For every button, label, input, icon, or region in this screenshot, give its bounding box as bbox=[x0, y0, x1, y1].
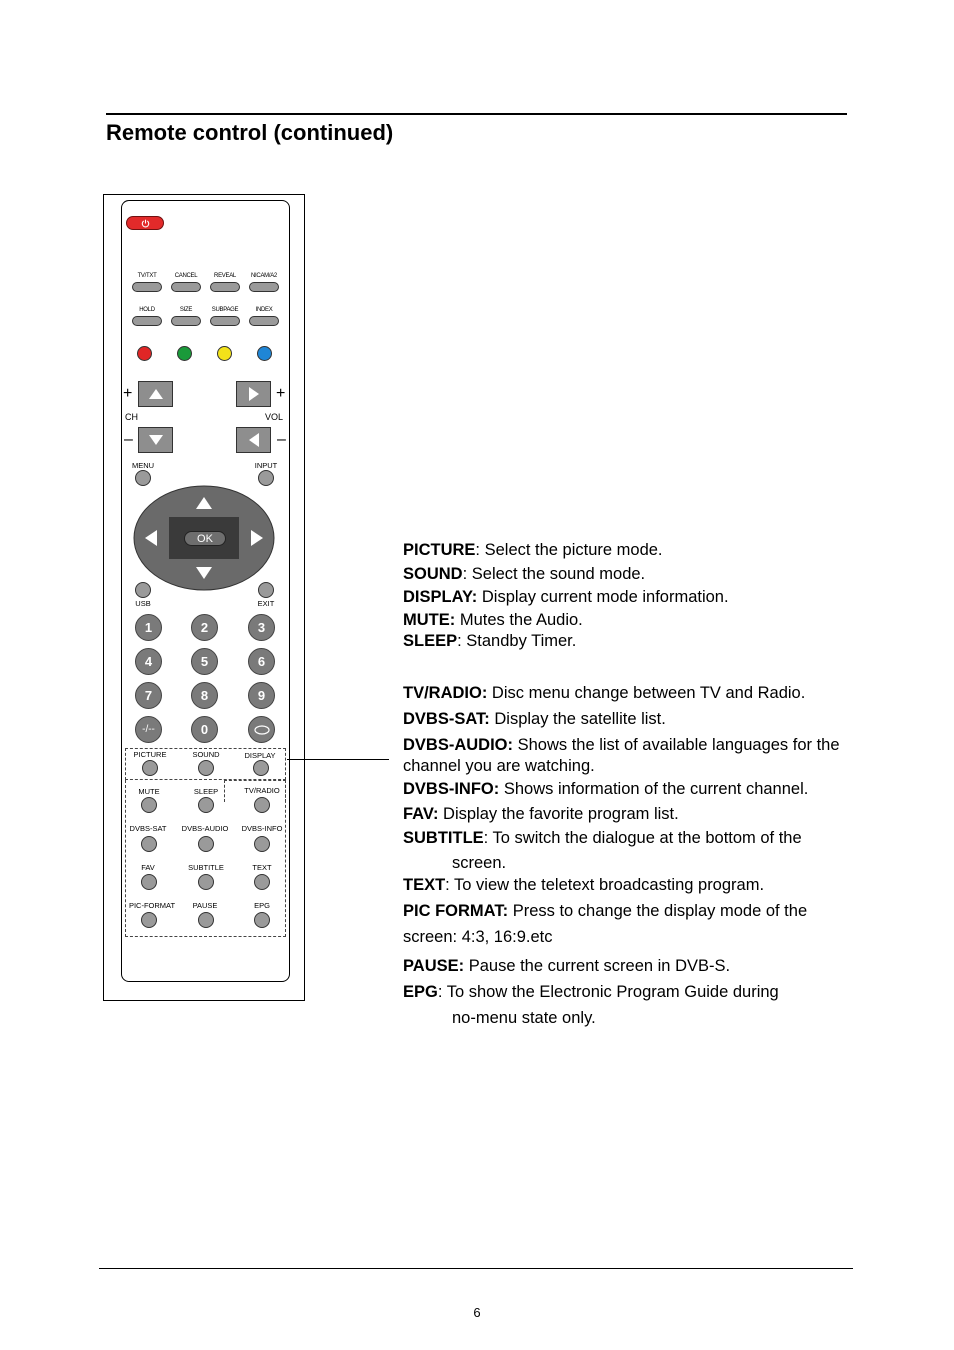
menu-label: MENU bbox=[131, 461, 155, 470]
desc-text: Mutes the Audio. bbox=[455, 611, 583, 629]
desc-picture bbox=[403, 540, 663, 560]
tvradio-label: TV/RADIO bbox=[244, 786, 280, 795]
desc-text: : To show the Electronic Program Guide during bbox=[437, 983, 779, 1001]
desc-text: : Select the sound mode. bbox=[462, 565, 646, 583]
desc-text: : Select the picture mode. bbox=[475, 541, 663, 559]
desc-pause bbox=[403, 956, 730, 976]
power-icon bbox=[141, 219, 150, 228]
desc-text: Display current mode information. bbox=[477, 588, 729, 606]
top-rule bbox=[106, 113, 847, 115]
digit-1-button[interactable]: 1 bbox=[135, 614, 162, 641]
digit-7-button[interactable]: 7 bbox=[135, 682, 162, 709]
desc-key: TV/RADIO: bbox=[403, 684, 488, 702]
subtitle-button[interactable] bbox=[198, 874, 214, 890]
display-label: DISPLAY bbox=[244, 751, 276, 760]
digit-2-button[interactable]: 2 bbox=[191, 614, 218, 641]
digit-5-button[interactable]: 5 bbox=[191, 648, 218, 675]
left-triangle-icon bbox=[248, 432, 260, 448]
menu-button[interactable] bbox=[135, 470, 151, 486]
picture-button[interactable] bbox=[142, 760, 158, 776]
desc-subtitle-cont: screen. bbox=[452, 854, 507, 872]
digit-0-button[interactable]: 0 bbox=[191, 716, 218, 743]
exit-button[interactable] bbox=[258, 582, 274, 598]
desc-tvradio bbox=[403, 683, 805, 703]
callout-line bbox=[287, 759, 389, 760]
hold-button[interactable] bbox=[132, 316, 162, 326]
dvbs-sat-button[interactable] bbox=[141, 836, 157, 852]
desc-mute bbox=[403, 610, 583, 630]
desc-text: Shows information of the current channel. bbox=[499, 780, 809, 798]
desc-pic-format-cont: screen: 4:3, 16:9.etc bbox=[403, 928, 553, 946]
desc-key: FAV: bbox=[403, 805, 439, 823]
desc-display bbox=[403, 587, 729, 607]
mute-label: MUTE bbox=[138, 787, 160, 796]
desc-text: Pause the current screen in DVB-S. bbox=[464, 957, 731, 975]
reveal-label: REVEAL bbox=[214, 273, 236, 279]
desc-key: SUBTITLE bbox=[403, 829, 484, 847]
sleep-button[interactable] bbox=[198, 797, 214, 813]
epg-label: EPG bbox=[254, 901, 270, 910]
digit-8-button[interactable]: 8 bbox=[191, 682, 218, 709]
text-button[interactable] bbox=[254, 874, 270, 890]
usb-button[interactable] bbox=[135, 582, 151, 598]
desc-text: Shows the list of available languages for the bbox=[513, 736, 840, 754]
sound-button[interactable] bbox=[198, 760, 214, 776]
pic-format-label: PIC-FORMAT bbox=[128, 901, 176, 910]
ch-up-button[interactable] bbox=[138, 381, 173, 407]
ch-label: CH bbox=[125, 412, 138, 422]
desc-key: MUTE: bbox=[403, 611, 456, 629]
size-label: SIZE bbox=[179, 307, 193, 313]
desc-key: DVBS-AUDIO: bbox=[403, 736, 513, 754]
subpage-label: SUBPAGE bbox=[211, 307, 239, 313]
digit-mode-button[interactable]: -/-- bbox=[135, 716, 162, 743]
recall-icon bbox=[254, 725, 270, 735]
power-button[interactable] bbox=[126, 216, 164, 230]
desc-epg-cont: no-menu state only. bbox=[452, 1009, 596, 1027]
dvbs-info-button[interactable] bbox=[254, 836, 270, 852]
blue-button[interactable] bbox=[257, 346, 272, 361]
vol-up-button[interactable] bbox=[236, 381, 271, 407]
desc-text: : To switch the dialogue at the bottom of the bbox=[483, 829, 802, 847]
right-triangle-icon bbox=[248, 386, 260, 402]
desc-dvbs-info bbox=[403, 779, 808, 799]
dvbs-info-label: DVBS-INFO bbox=[241, 824, 283, 833]
desc-key: SOUND bbox=[403, 565, 463, 583]
text-label: TEXT bbox=[252, 863, 272, 872]
desc-fav bbox=[403, 804, 679, 824]
up-triangle-icon bbox=[148, 388, 164, 400]
vol-down-button[interactable] bbox=[236, 427, 271, 453]
desc-sound bbox=[403, 564, 645, 584]
ok-button[interactable]: OK bbox=[184, 531, 226, 546]
desc-sleep bbox=[403, 631, 576, 651]
exit-label: EXIT bbox=[257, 599, 275, 608]
desc-key: TEXT bbox=[403, 876, 446, 894]
desc-text: Press to change the display mode of the bbox=[508, 902, 808, 920]
ch-plus-sign: + bbox=[123, 385, 133, 402]
index-button[interactable] bbox=[249, 316, 279, 326]
dvbs-sat-label: DVBS-SAT bbox=[129, 824, 167, 833]
desc-key: DVBS-INFO: bbox=[403, 780, 500, 798]
usb-label: USB bbox=[135, 599, 151, 608]
index-label: INDEX bbox=[255, 307, 273, 313]
desc-dvbs-sat bbox=[403, 709, 666, 729]
epg-button[interactable] bbox=[254, 912, 270, 928]
desc-key: SLEEP bbox=[403, 632, 458, 650]
tv-txt-label: TV/TXT bbox=[137, 273, 157, 279]
digit-6-button[interactable]: 6 bbox=[248, 648, 275, 675]
desc-key: DISPLAY: bbox=[403, 588, 478, 606]
desc-key: PAUSE: bbox=[403, 957, 465, 975]
desc-pic-format bbox=[403, 901, 807, 921]
pause-label: PAUSE bbox=[192, 901, 218, 910]
digit-3-button[interactable]: 3 bbox=[248, 614, 275, 641]
desc-key: EPG bbox=[403, 983, 438, 1001]
vol-minus-sign: – bbox=[277, 431, 286, 448]
desc-subtitle bbox=[403, 828, 802, 848]
desc-key: PICTURE bbox=[403, 541, 476, 559]
hold-label: HOLD bbox=[139, 307, 155, 313]
mute-button[interactable] bbox=[141, 797, 157, 813]
input-button[interactable] bbox=[258, 470, 274, 486]
desc-text: : Standby Timer. bbox=[457, 632, 577, 650]
display-button[interactable] bbox=[253, 760, 269, 776]
page-title: Remote control (continued) bbox=[106, 120, 394, 145]
pause-button[interactable] bbox=[198, 912, 214, 928]
vol-plus-sign: + bbox=[276, 385, 286, 402]
yellow-button[interactable] bbox=[217, 346, 232, 361]
desc-text: : To view the teletext broadcasting program. bbox=[445, 876, 765, 894]
ch-minus-sign: – bbox=[124, 431, 133, 448]
dvbs-audio-button[interactable] bbox=[198, 836, 214, 852]
recall-button[interactable] bbox=[248, 716, 275, 743]
fav-label: FAV bbox=[141, 863, 155, 872]
ch-down-button[interactable] bbox=[138, 427, 173, 453]
digit-9-button[interactable]: 9 bbox=[248, 682, 275, 709]
red-button[interactable] bbox=[137, 346, 152, 361]
sound-label: SOUND bbox=[192, 750, 220, 759]
desc-dvbs-audio bbox=[403, 735, 840, 755]
down-triangle-icon bbox=[148, 434, 164, 446]
desc-text: Display the satellite list. bbox=[489, 710, 666, 728]
cancel-button[interactable] bbox=[171, 282, 201, 292]
fav-button[interactable] bbox=[141, 874, 157, 890]
vol-label: VOL bbox=[265, 412, 284, 422]
nicam-label: NICAM/A2 bbox=[251, 273, 277, 279]
desc-text-key bbox=[403, 875, 764, 895]
nicam-button[interactable] bbox=[249, 282, 279, 292]
tv-txt-button[interactable] bbox=[132, 282, 162, 292]
subpage-button[interactable] bbox=[210, 316, 240, 326]
cancel-label: CANCEL bbox=[174, 273, 198, 279]
desc-text: Display the favorite program list. bbox=[438, 805, 679, 823]
desc-key: PIC FORMAT: bbox=[403, 902, 509, 920]
desc-text: Disc menu change between TV and Radio. bbox=[487, 684, 806, 702]
tvradio-button[interactable] bbox=[254, 797, 270, 813]
sleep-label: SLEEP bbox=[193, 787, 219, 796]
picture-label: PICTURE bbox=[133, 750, 167, 759]
desc-epg bbox=[403, 982, 779, 1002]
green-button[interactable] bbox=[177, 346, 192, 361]
subtitle-label: SUBTITLE bbox=[188, 863, 224, 872]
footer-rule bbox=[99, 1268, 853, 1269]
pic-format-button[interactable] bbox=[141, 912, 157, 928]
desc-dvbs-audio-cont: channel you are watching. bbox=[403, 757, 595, 775]
desc-key: DVBS-SAT: bbox=[403, 710, 490, 728]
input-label: INPUT bbox=[254, 461, 278, 470]
digit-4-button[interactable]: 4 bbox=[135, 648, 162, 675]
size-button[interactable] bbox=[171, 316, 201, 326]
page-number: 6 bbox=[473, 1305, 481, 1320]
reveal-button[interactable] bbox=[210, 282, 240, 292]
dvbs-audio-label: DVBS-AUDIO bbox=[181, 824, 229, 833]
